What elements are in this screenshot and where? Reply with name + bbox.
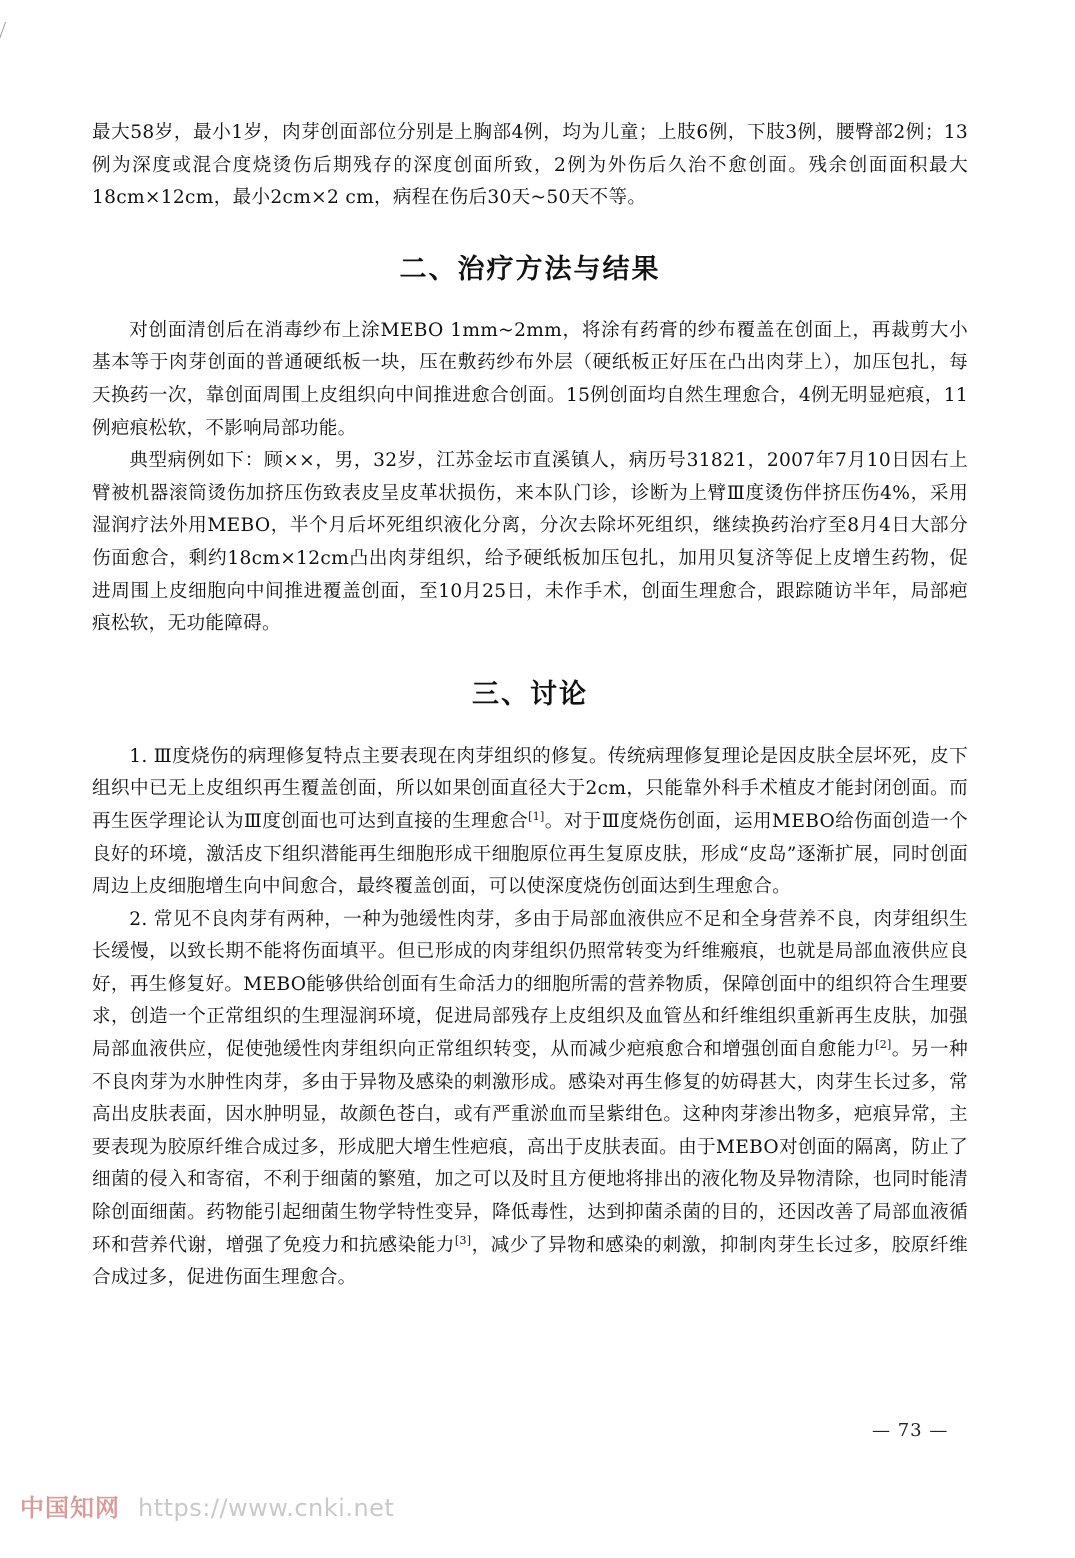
watermark-url: https://www.cnki.net: [138, 1494, 395, 1522]
citation-2: [2]: [875, 1037, 892, 1051]
discussion-2-text-a: 2. 常见不良肉芽有两种，一种为弛缓性肉芽，多由于局部血液供应不足和全身营养不良，肉芽组织生长缓慢，以致长期不能将伤面填平。但已形成的肉芽组织仍照常转变为纤维瘢痕，也就是局部血液供应良好，再生修复好。MEBO能够供给创面有生命活力的细胞所需的营养物质，保障创面中的组织符合生理要求，创造一个正常组织的生理湿润环境，促进局部残存上皮组织及血管丛和纤维组织重新再生皮肤，加强局部血液供应，促使弛缓性肉芽组织向正常组织转变，从而减少疤痕愈合和增强创面自愈能力: [92, 908, 968, 1061]
cnki-watermark: [20, 1488, 394, 1523]
discussion-1-text-b: 。对于Ⅲ度烧伤创面，运用MEBO给伤面创造一个良好的环境，激活皮下组织潜能再生细胞形成干细胞原位再生复原皮肤，形成“皮岛”逐渐扩展，同时创面周边上皮细胞增生向中间愈合，最终覆盖创面，可以使深度烧伤创面达到生理愈合。: [92, 810, 968, 898]
section-heading-treatment: 二、治疗方法与结果: [399, 253, 661, 285]
page-number: — 73 —: [872, 1420, 949, 1441]
page-body: [92, 117, 968, 1295]
case-summary-paragraph: 最大58岁，最小1岁，肉芽创面部位分别是上胸部4例，均为儿童；上肢6例，下肢3例，腰臀部2例；13例为深度或混合度烧烫伤后期残存的深度创面所致，2例为外伤后久治不愈创面。残余创面面积最大18cm×12cm，最小2cm×2 cm，病程在伤后30天~50天不等。: [92, 122, 968, 209]
treatment-method-paragraph: 对创面清创后在消毒纱布上涂MEBO 1mm~2mm，将涂有药膏的纱布覆盖在创面上，再裁剪大小基本等于肉芽创面的普通硬纸板一块，压在敷药纱布外层（硬纸板正好压在凸出肉芽上），加压包扎，每天换药一次，靠创面周围上皮组织向中间推进愈合创面。15例创面均自然生理愈合，4例无明显疤痕，11例疤痕松软，不影响局部功能。: [92, 319, 968, 439]
discussion-point-2: [92, 904, 968, 1295]
discussion-point-1: [92, 741, 968, 904]
citation-1: [1]: [528, 809, 545, 823]
typical-case-paragraph: 典型病例如下：顾××，男，32岁，江苏金坛市直溪镇人，病历号31821，2007年7月10日因右上臂被机器滚筒烫伤加挤压伤致表皮呈皮革状损伤，来本队门诊，诊断为上臂Ⅲ度烫伤伴挤压伤4%，采用湿润疗法外用MEBO，半个月后坏死组织液化分离，分次去除坏死组织，继续换药治疗至8月4日大部分伤面愈合，剩约18cm×12cm凸出肉芽组织，给予硬纸板加压包扎，加用贝复济等促上皮增生药物，促进周围上皮细胞向中间推进覆盖创面，至10月25日，未作手术，创面生理愈合，跟踪随访半年，局部疤痕松软，无功能障碍。: [92, 450, 968, 635]
discussion-1-text-a: 1. Ⅲ度烧伤的病理修复特点主要表现在肉芽组织的修复。传统病理修复理论是因皮肤全层坏死，皮下组织中已无上皮组织再生覆盖创面，所以如果创面直径大于2cm，只能靠外科手术植皮才能封闭创面。而再生医学理论认为Ⅲ度创面也可达到直接的生理愈合: [92, 745, 968, 832]
discussion-2-text-b: 。另一种不良肉芽为水肿性肉芽，多由于异物及感染的刺激形成。感染对再生修复的妨碍甚大，肉芽生长过多，常高出皮肤表面，因水肿明显，故颜色苍白，或有严重淤血而呈紫绀色。这种肉芽渗出物多，疤痕异常，主要表现为胶原纤维合成过多，形成肥大增生性疤痕，高出于皮肤表面。由于MEBO对创面的隔离，防止了细菌的侵入和寄宿，不利于细菌的繁殖，加之可以及时且方便地将排出的液化物及异物清除，也同时能清除创面细菌。药物能引起细菌生物学特性变异，降低毒性，达到抑菌杀菌的目的，还因改善了局部血液循环和营养代谢，增强了免疫力和抗感染能力: [92, 1039, 968, 1256]
watermark-cnki-logo-text: 中国知网: [20, 1494, 120, 1522]
section-heading-discussion: 三、讨论: [472, 678, 588, 710]
discussion-2-text-c: ，减少了异物和感染的刺激，抑制肉芽生长过多，胶原纤维合成过多，促进伤面生理愈合。: [92, 1234, 968, 1289]
citation-3: [3]: [454, 1233, 472, 1247]
scan-edge-mark: [0, 22, 16, 50]
